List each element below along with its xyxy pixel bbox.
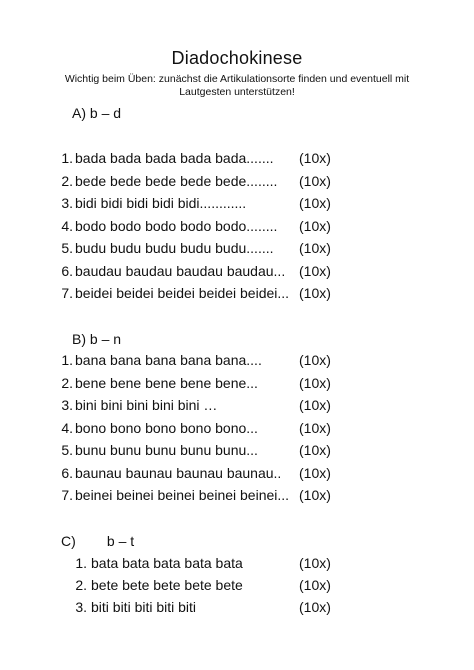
item-text: bene bene bene bene bene... [75, 375, 258, 391]
item-text: bede bede bede bede bede........ [75, 173, 278, 189]
item-count: (10x) [299, 218, 331, 234]
section-b-heading: B) b – n [72, 331, 122, 347]
item-count: (10x) [299, 599, 331, 615]
item-number: 6. [61, 465, 73, 481]
item-count: (10x) [299, 465, 331, 481]
item-number: 3. [75, 599, 87, 615]
section-a-heading: A) b – d [72, 105, 122, 121]
item-count: (10x) [299, 352, 331, 368]
list-item [0, 420, 474, 440]
list-item [0, 173, 474, 193]
list-item [0, 599, 474, 619]
item-text: bono bono bono bono bono... [75, 420, 258, 436]
list-item [0, 555, 474, 575]
list-item [0, 487, 474, 507]
list-item [0, 150, 474, 170]
item-number: 5. [61, 240, 73, 256]
list-item [0, 397, 474, 417]
list-item [0, 352, 474, 372]
item-count: (10x) [299, 397, 331, 413]
item-number: 1. [61, 352, 73, 368]
list-item [0, 240, 474, 260]
item-count: (10x) [299, 285, 331, 301]
item-count: (10x) [299, 150, 331, 166]
item-count: (10x) [299, 555, 331, 571]
document-title: Diadochokinese [171, 48, 303, 68]
item-text: bunu bunu bunu bunu bunu... [75, 442, 258, 458]
item-text: beinei beinei beinei beinei beinei... [75, 487, 290, 503]
item-text: bini bini bini bini bini … [75, 397, 218, 413]
item-count: (10x) [299, 375, 331, 391]
item-number: 6. [61, 263, 73, 279]
list-item [0, 263, 474, 283]
list-item [0, 577, 474, 597]
item-number: 2. [61, 375, 73, 391]
item-number: 5. [61, 442, 73, 458]
item-text: beidei beidei beidei beidei beidei... [75, 285, 290, 301]
item-count: (10x) [299, 577, 331, 593]
item-number: 1. [75, 555, 87, 571]
item-count: (10x) [299, 195, 331, 211]
item-count: (10x) [299, 240, 331, 256]
item-text: baudau baudau baudau baudau... [75, 263, 286, 279]
item-text: bata bata bata bata bata [91, 555, 243, 571]
item-count: (10x) [299, 487, 331, 503]
item-text: bodo bodo bodo bodo bodo........ [75, 218, 278, 234]
document-subtitle: Wichtig beim Üben: zunächst die Artikulationsorte finden und eventuell mit Lautgesten unterstützen! [64, 73, 410, 98]
item-number: 4. [61, 420, 73, 436]
item-count: (10x) [299, 420, 331, 436]
list-item [0, 218, 474, 238]
item-text: baunau baunau baunau baunau.. [75, 465, 282, 481]
list-item [0, 465, 474, 485]
item-text: bete bete bete bete bete [91, 577, 243, 593]
item-text: bana bana bana bana bana.... [75, 352, 262, 368]
item-count: (10x) [299, 173, 331, 189]
item-text: biti biti biti biti biti [91, 599, 197, 615]
item-number: 3. [61, 195, 73, 211]
item-number: 2. [75, 577, 87, 593]
list-item [0, 375, 474, 395]
item-text: bada bada bada bada bada....... [75, 150, 274, 166]
item-text: budu budu budu budu budu....... [75, 240, 274, 256]
item-number: 1. [61, 150, 73, 166]
list-item [0, 285, 474, 305]
item-count: (10x) [299, 442, 331, 458]
list-item [0, 195, 474, 215]
list-item [0, 442, 474, 462]
item-number: 4. [61, 218, 73, 234]
item-text: bidi bidi bidi bidi bidi............ [75, 195, 247, 211]
item-number: 2. [61, 173, 73, 189]
item-count: (10x) [299, 263, 331, 279]
item-number: 3. [61, 397, 73, 413]
item-number: 7. [61, 285, 73, 301]
item-number: 7. [61, 487, 73, 503]
section-c-heading: C) b – t [61, 533, 135, 549]
